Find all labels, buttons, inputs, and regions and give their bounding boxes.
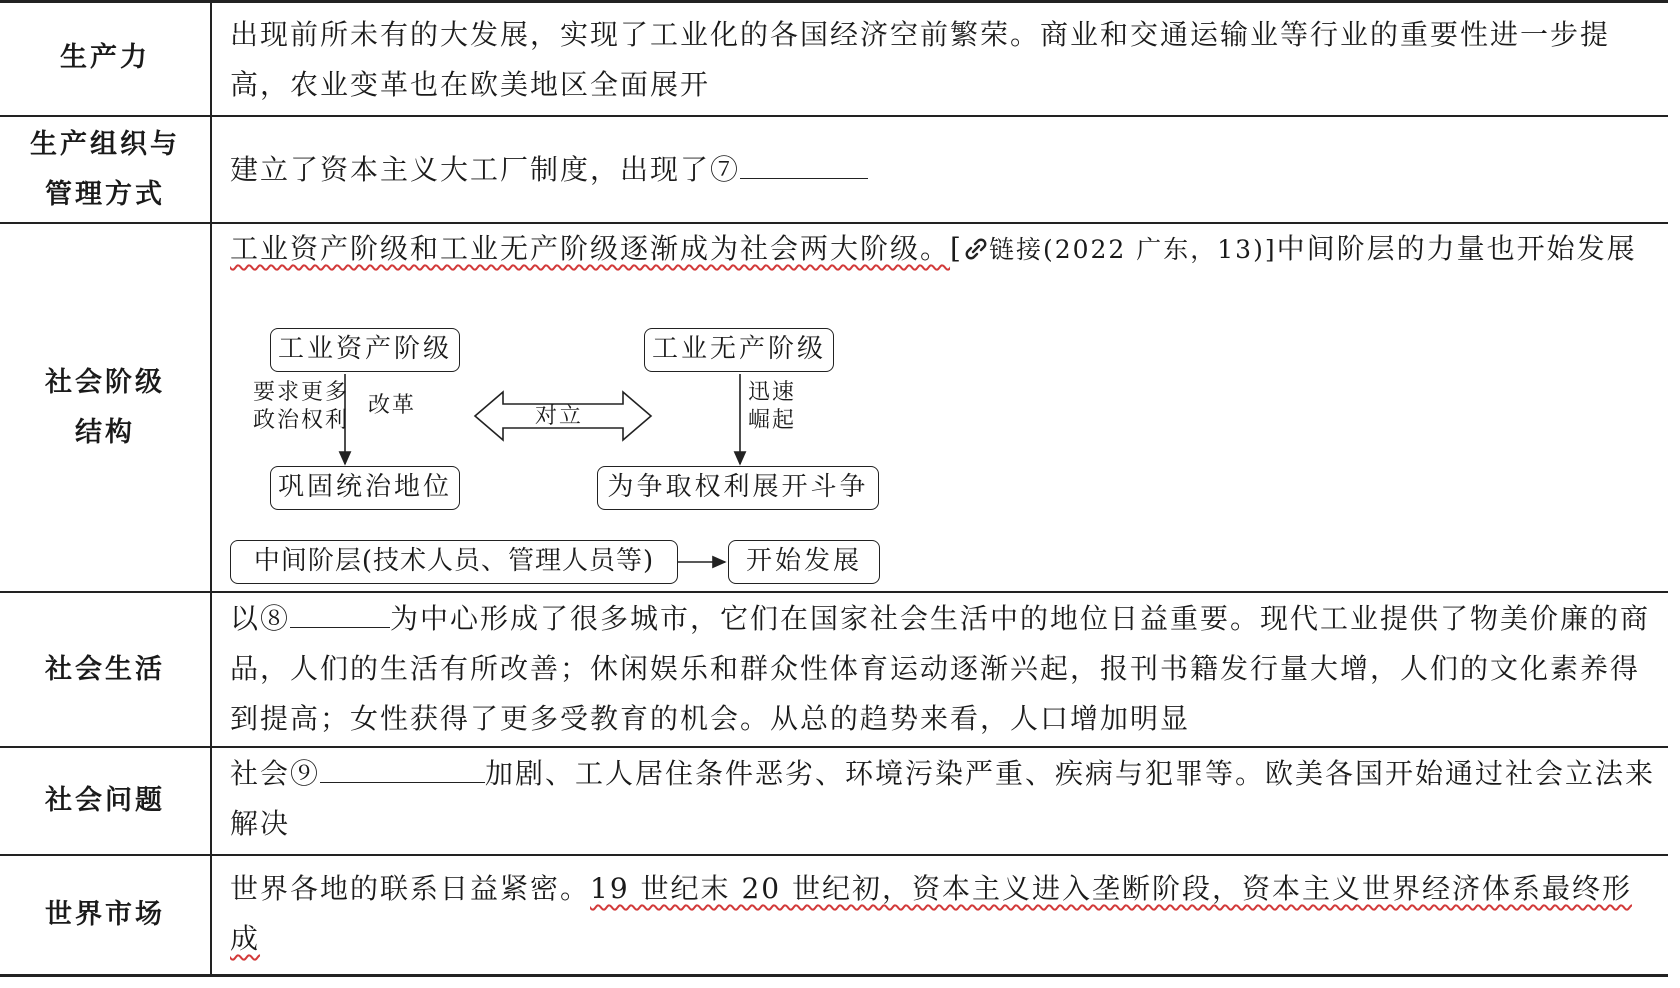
row-text: 中间阶层的力量也开始发展 — [1276, 232, 1637, 265]
table-row-social-problems — [0, 748, 1668, 854]
row-label: 世界市场 — [45, 899, 165, 930]
row-content: 出现前所未有的大发展，实现了工业化的各国经济空前繁荣。商业和交通运输业等行业的重要性进一步提高，农业变革也在欧美地区全面展开 — [230, 18, 1611, 101]
opposition-label: 对立 — [535, 404, 584, 429]
middle-class-box: 中间阶层(技术人员、管理人员等) — [230, 540, 678, 584]
row-text: 社会⑨ — [230, 757, 321, 790]
row-label: 生产力 — [60, 41, 150, 73]
table-row-world-market — [0, 856, 1668, 974]
row-label-line: 管理方式 — [45, 178, 165, 210]
bourgeoisie-box: 工业资产阶级 — [270, 328, 460, 372]
underlined-key-point: 19 世纪末 20 世纪初，资本主义进入垄断阶段，资本主义世界经济体系最终形成 — [230, 872, 1632, 955]
row-content — [230, 144, 1658, 195]
table-row-class-structure — [0, 224, 1668, 591]
row-text: 建立了资本主义大工厂制度，出现了⑦ — [230, 153, 741, 186]
row-text: 为中心形成了很多城市，它们在国家社会生活中的地位日益重要。现代工业提供了物美价廉的商品，人们的生活有所改善；休闲娱乐和群众性体育运动逐渐兴起，报刊书籍发行量大增，人们的文化素养得到提高；女性获得了更多受教育的机会。从总的趋势来看，人口增加明显 — [230, 602, 1651, 735]
link-icon — [963, 228, 989, 278]
class-structure-diagram — [225, 334, 905, 584]
row-label: 社会问题 — [45, 785, 165, 816]
row-content — [230, 593, 1658, 744]
row-content — [230, 224, 1658, 278]
underlined-key-point: 工业资产阶级和工业无产阶级逐渐成为社会两大阶级。 — [230, 232, 951, 265]
demand-label: 要求更多 — [253, 380, 350, 405]
fill-blank-9[interactable] — [320, 748, 485, 783]
fill-blank-8[interactable] — [290, 593, 390, 628]
demand-label: 政治权利 — [253, 408, 350, 433]
proletariat-box: 工业无产阶级 — [644, 328, 834, 372]
row-text: 以⑧ — [230, 602, 291, 635]
rise-label: 迅速 — [748, 380, 797, 405]
start-develop-box: 开始发展 — [728, 540, 880, 584]
row-content — [230, 748, 1658, 849]
table-bottom-border — [0, 974, 1668, 977]
row-label-line: 社会阶级 — [45, 366, 165, 398]
table-row-social-life — [0, 593, 1668, 746]
table-row-organization — [0, 117, 1668, 222]
link-reference[interactable]: 链接(2022 广东，13)] — [988, 235, 1277, 264]
reform-label: 改革 — [368, 393, 417, 418]
table-row-productivity — [0, 0, 1668, 115]
row-label — [0, 224, 210, 591]
row-content — [230, 864, 1658, 964]
row-text: 加剧、工人居住条件恶劣、环境污染严重、疾病与犯罪等。欧美各国开始通过社会立法来解决 — [230, 757, 1656, 840]
row-text: 世界各地的联系日益紧密。 — [230, 872, 591, 905]
row-label-line: 生产组织与 — [30, 128, 180, 160]
row-label — [0, 117, 210, 222]
link-bracket: [ — [950, 232, 963, 265]
fill-blank-7[interactable] — [740, 144, 868, 179]
row-label-line: 结构 — [75, 416, 135, 448]
row-label: 社会生活 — [45, 653, 165, 685]
struggle-box: 为争取权利展开斗争 — [597, 466, 879, 510]
rise-label: 崛起 — [748, 408, 797, 433]
consolidate-box: 巩固统治地位 — [270, 466, 460, 510]
